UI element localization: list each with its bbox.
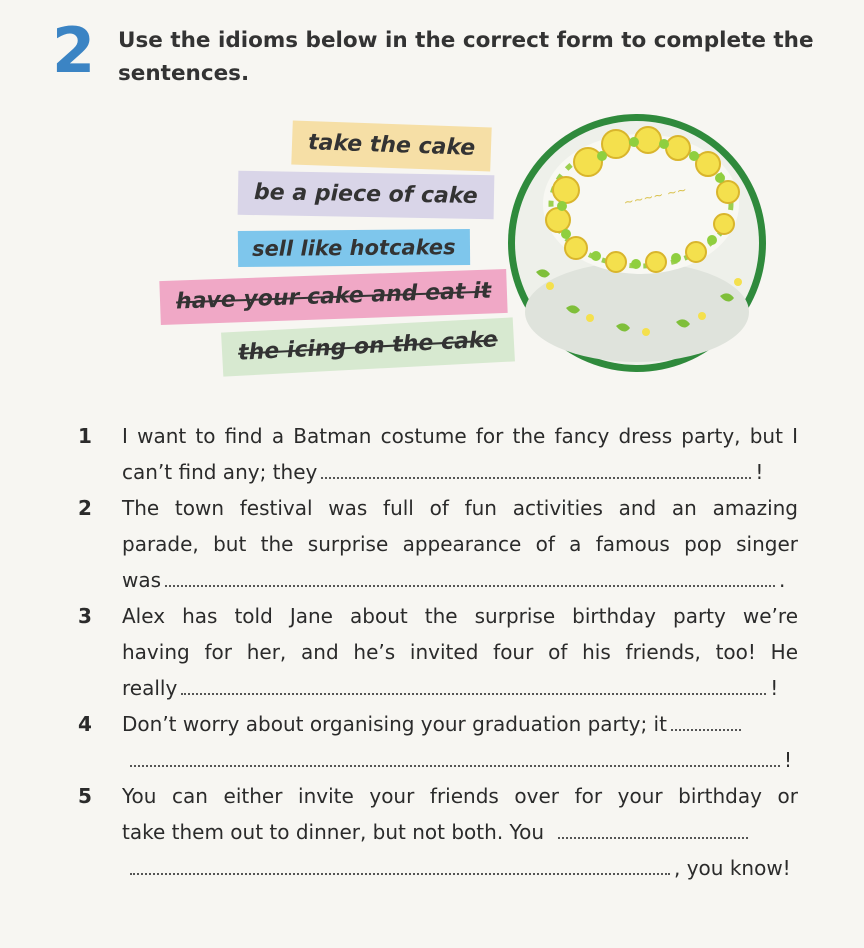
sentence-text: I want to find a Batman costume for the fancy dress party, but I [122, 424, 798, 448]
answer-blank[interactable] [130, 871, 670, 875]
exercise-instruction: Use the idioms below in the correct form to complete the sentences. [118, 28, 814, 86]
idiom-have-your-cake: have your cake and eat it [159, 269, 508, 325]
sentence-number: 2 [78, 496, 92, 520]
sentence-text: ! [122, 742, 798, 778]
answer-blank[interactable] [558, 835, 748, 839]
sentence-number: 3 [78, 604, 92, 628]
cake-illustration [506, 112, 768, 374]
idiom-take-the-cake: take the cake [291, 121, 492, 172]
svg-text:~~~~ ~~: ~~~~ ~~ [622, 182, 689, 210]
sentence-text: take them out to dinner, but not both. You [122, 814, 798, 850]
sentence-text: Alex has told Jane about the surprise birthday party we’re [122, 604, 798, 628]
sentence-number: 1 [78, 424, 92, 448]
idiom-icing-on-the-cake: the icing on the cake [221, 317, 515, 376]
sentence-text: parade, but the surprise appearance of a famous pop singer [122, 532, 798, 556]
sentence-text: The town festival was full of fun activities and an amazing [122, 496, 798, 520]
sentence-number: 5 [78, 784, 92, 808]
exercise-number: 2 [52, 14, 96, 87]
sentence-text: , you know! [122, 850, 798, 886]
idiom-sell-like-hotcakes: sell like hotcakes [238, 229, 470, 267]
sentence-text: really ! [122, 676, 779, 700]
answer-blank[interactable] [321, 475, 751, 479]
answer-blank[interactable] [671, 727, 741, 731]
sentence-text: Don’t worry about organising your graduation party; it [122, 706, 798, 742]
sentence-text: You can either invite your friends over for your birthday or [122, 784, 798, 808]
sentence-text: can’t find any; they ! [122, 460, 764, 484]
idiom-piece-of-cake: be a piece of cake [238, 171, 494, 219]
sentence-text: having for her, and he’s invited four of his friends, too! He [122, 640, 798, 664]
answer-blank[interactable] [130, 763, 780, 767]
sentence-text: was . [122, 568, 786, 592]
answer-blank[interactable] [165, 583, 775, 587]
sentence-number: 4 [78, 712, 92, 736]
answer-blank[interactable] [181, 691, 766, 695]
